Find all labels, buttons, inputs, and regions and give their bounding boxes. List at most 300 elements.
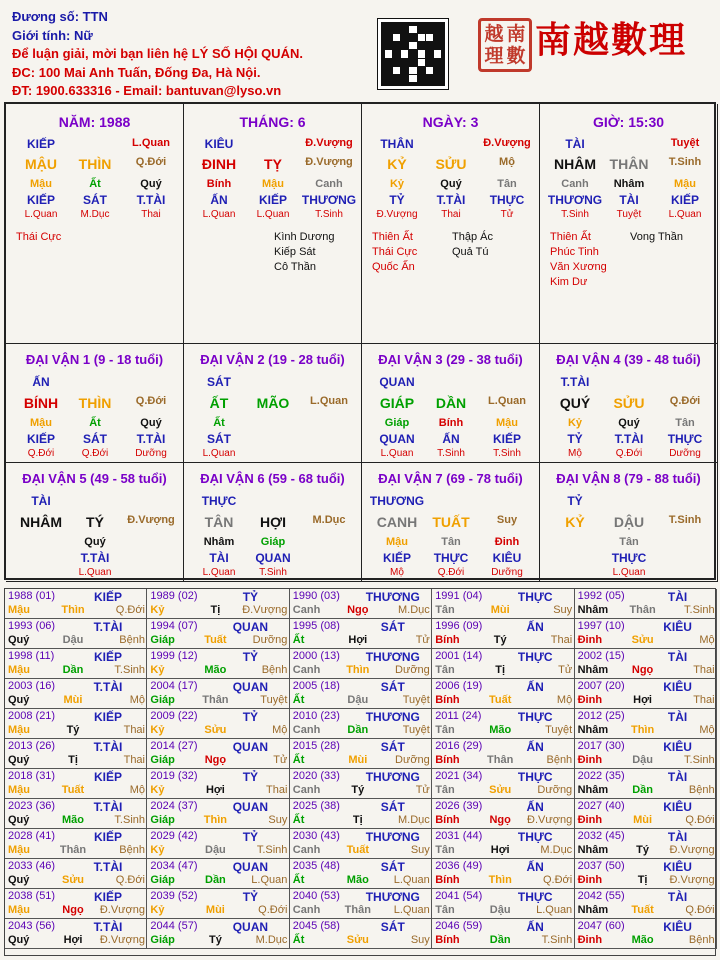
year-stage: T.Sinh (114, 664, 145, 676)
year-god: TỶ (242, 770, 259, 784)
year-cell (147, 739, 289, 769)
hidden-god: THỰC (611, 551, 647, 565)
pillar-top-god: KIẾP (26, 137, 55, 151)
year-god: T.TÀI (93, 620, 123, 634)
hidden-stage: L.Quan (256, 209, 290, 220)
pillar-stage: Mộ (499, 156, 515, 168)
year-god: QUAN (232, 620, 269, 634)
hidden-stage: Thai (141, 209, 161, 220)
year-god: SÁT (380, 920, 405, 934)
year-stage: L.Quan (393, 904, 430, 916)
year-branch: Dậu (62, 634, 84, 646)
dai-van-god: THỰC (201, 494, 237, 508)
year-cell (290, 589, 432, 619)
dai-van-cell (6, 344, 184, 463)
pillar-cell (184, 104, 362, 344)
heavenly-stem: QUÝ (559, 395, 591, 411)
year-branch: Ngọ (204, 754, 227, 766)
year-god: KIÊU (663, 860, 692, 874)
year-god: KIẾP (93, 590, 122, 604)
hidden-stem: Tân (441, 536, 461, 548)
hidden-stem: Giáp (260, 536, 286, 548)
year-stem: Tân (435, 664, 455, 676)
year-cell (432, 589, 574, 619)
year-stage: Suy (410, 934, 430, 946)
year-cell (290, 799, 432, 829)
year-stage: Mộ (272, 724, 288, 736)
hidden-god: SÁT (83, 193, 107, 207)
year-label: 2019 (32) (150, 770, 198, 782)
dai-van-stage: Q.Đới (135, 395, 167, 407)
dai-van-cell (540, 344, 718, 463)
earthly-branch: HỢI (260, 514, 286, 530)
year-stage: Q.Đới (115, 874, 145, 886)
year-label: 1995 (08) (292, 620, 340, 632)
year-stage: Q.Đới (685, 904, 715, 916)
year-god: KIÊU (663, 800, 692, 814)
year-stage: Thai (693, 664, 715, 676)
hidden-stage: T.Sinh (493, 448, 521, 459)
year-stem: Kỷ (150, 844, 165, 856)
dai-van-cell (6, 463, 184, 582)
year-label: 2008 (21) (8, 710, 56, 722)
star-good: Thái Cực (16, 231, 62, 243)
hidden-god: QUAN (255, 551, 291, 565)
year-stage: Tử (558, 664, 573, 676)
year-god: THƯƠNG (365, 590, 420, 604)
year-god: TÀI (667, 830, 688, 844)
year-branch: Thân (487, 754, 514, 766)
year-cell (432, 739, 574, 769)
hidden-stage: Mộ (568, 448, 582, 459)
year-cell (5, 649, 147, 679)
year-branch: Ngọ (489, 814, 511, 826)
year-label: 1990 (03) (292, 590, 340, 602)
heavenly-stem: TÂN (204, 514, 234, 530)
hidden-god: TÀI (209, 551, 229, 565)
year-cell (147, 649, 289, 679)
hidden-stem: Tân (497, 178, 517, 190)
star-bad: Thập Ác (452, 231, 493, 243)
heavenly-stem: KỶ (387, 156, 407, 172)
hidden-stem: Canh (315, 178, 343, 190)
year-branch: Tý (636, 844, 650, 856)
year-stage: Tử (273, 754, 288, 766)
seal-char: 越 (484, 23, 504, 45)
hidden-stem: Kỷ (389, 178, 405, 190)
year-god: SÁT (380, 860, 405, 874)
hidden-stem: Ất (89, 417, 101, 429)
hidden-god: QUAN (379, 432, 415, 446)
year-stage: Đ.Vượng (527, 814, 573, 826)
earthly-branch: THÌN (78, 395, 112, 411)
year-label: 2032 (45) (577, 830, 625, 842)
year-cell (290, 769, 432, 799)
heavenly-stem: GIÁP (379, 395, 415, 411)
year-god: T.TÀI (93, 680, 123, 694)
hidden-god: TỶ (389, 193, 405, 207)
year-god: ẤN (526, 620, 544, 634)
year-branch: Dần (632, 784, 653, 796)
year-stage: T.Sinh (256, 844, 288, 856)
dai-van-title: ĐẠI VẬN 1 (9 - 18 tuổi) (25, 352, 164, 367)
year-label: 2002 (15) (577, 650, 625, 662)
dai-van-cell (184, 463, 362, 582)
year-stage: Tuyệt (402, 724, 430, 736)
year-label: 2021 (34) (435, 770, 483, 782)
year-branch: Dậu (347, 694, 369, 706)
year-stage: Tuyệt (402, 694, 430, 706)
year-cell (575, 739, 717, 769)
year-stage: T.Sinh (114, 814, 145, 826)
year-label: 2041 (54) (435, 890, 483, 902)
year-branch: Tuất (631, 904, 654, 916)
hidden-stem: Canh (561, 178, 589, 190)
hidden-god: T.TÀI (136, 193, 166, 207)
pillar-cell (540, 104, 718, 344)
year-branch: Dậu (489, 904, 511, 916)
year-god: THỰC (517, 710, 553, 724)
year-god: ẤN (526, 740, 544, 754)
pillar-cell (6, 104, 184, 344)
hidden-god: KIẾP (26, 193, 55, 207)
hidden-stage: Q.Đới (81, 448, 109, 459)
header-line: ĐC: 100 Mai Anh Tuấn, Đống Đa, Hà Nội. (12, 64, 261, 80)
year-god: KIẾP (93, 890, 122, 904)
year-cell (147, 829, 289, 859)
dai-van-title: ĐẠI VẬN 7 (69 - 78 tuổi) (378, 471, 523, 486)
year-stem: Quý (8, 634, 30, 646)
star-good: Quốc Ấn (372, 261, 415, 273)
year-god: THƯƠNG (365, 890, 420, 904)
year-branch: Sửu (631, 634, 654, 646)
hidden-stage: T.Sinh (259, 567, 287, 578)
dai-van-god: TỶ (567, 494, 583, 508)
year-stage: Thai (265, 784, 288, 796)
year-god: THỰC (517, 650, 553, 664)
year-cell (575, 589, 717, 619)
year-stem: Kỷ (150, 904, 165, 916)
year-stem: Ất (292, 814, 305, 826)
dai-van-god: ẤN (32, 375, 50, 389)
hidden-stage: M.Dục (80, 209, 110, 220)
year-stem: Đinh (577, 754, 603, 766)
header-line: Để luận giải, mời bạn liên hệ LÝ SỐ HỘI QUÁN. (12, 46, 303, 61)
hidden-stem: Mậu (30, 417, 52, 429)
year-branch: Thân (629, 604, 656, 616)
hidden-stem: Tân (619, 536, 639, 548)
star-bad: Kình Dương (274, 231, 335, 243)
pillar-stage: Đ.Vượng (305, 156, 353, 168)
year-label: 2026 (39) (435, 800, 483, 812)
hidden-god: KIẾP (670, 193, 699, 207)
year-branch: Hợi (63, 934, 83, 946)
year-stem: Giáp (150, 814, 175, 826)
year-stage: Đ.Vượng (669, 874, 715, 886)
year-branch: Tị (210, 604, 221, 616)
earthly-branch: MÃO (256, 395, 290, 411)
year-stem: Kỷ (150, 604, 165, 616)
year-god: TỶ (242, 710, 259, 724)
year-cell (5, 739, 147, 769)
earthly-branch: THÌN (78, 156, 112, 172)
dai-van-stage: L.Quan (310, 395, 348, 407)
header-line: ĐT: 1900.633316 - Email: bantuvan@lyso.vn (12, 83, 282, 98)
year-stage: Tuyệt (545, 724, 573, 736)
year-cell (432, 829, 574, 859)
dai-van-stage: L.Quan (488, 395, 526, 407)
year-stage: Mộ (129, 694, 145, 706)
hidden-stage: Q.Đới (615, 448, 643, 459)
year-label: 2017 (30) (577, 740, 625, 752)
year-stem: Ất (292, 874, 305, 886)
hidden-god: SÁT (207, 432, 231, 446)
hidden-stem: Quý (140, 178, 162, 190)
year-branch: Ngọ (62, 904, 84, 916)
year-stem: Ất (292, 754, 305, 766)
year-stem: Mậu (8, 604, 30, 616)
year-stage: T.Sinh (541, 934, 573, 946)
year-label: 1998 (11) (8, 650, 55, 662)
year-cell (147, 619, 289, 649)
hidden-stage: Tuyệt (616, 209, 642, 220)
year-branch: Mùi (490, 604, 510, 616)
hidden-god: T.TÀI (614, 432, 644, 446)
earthly-branch: DẦN (435, 395, 467, 411)
year-cell (432, 799, 574, 829)
qr-code-icon (378, 19, 448, 89)
hidden-god: T.TÀI (136, 432, 166, 446)
year-cell (432, 859, 574, 889)
year-god: THƯƠNG (365, 650, 420, 664)
year-label: 2013 (26) (8, 740, 56, 752)
year-cell (575, 799, 717, 829)
year-cell (290, 889, 432, 919)
year-stage: Mộ (699, 724, 715, 736)
year-stage: L.Quan (536, 904, 573, 916)
year-branch: Tị (637, 874, 648, 886)
year-label: 2037 (50) (577, 860, 625, 872)
hidden-stem: Ất (89, 178, 101, 190)
year-stem: Mậu (8, 664, 30, 676)
year-branch: Hợi (348, 634, 368, 646)
dai-van-god: THƯƠNG (369, 494, 425, 508)
year-cell (147, 589, 289, 619)
year-label: 2000 (13) (292, 650, 340, 662)
dai-van-title: ĐẠI VẬN 8 (79 - 88 tuổi) (556, 471, 701, 486)
pillar-top-god: TÀI (565, 137, 585, 151)
hidden-stem: Ất (213, 417, 225, 429)
year-god: ẤN (526, 680, 544, 694)
hidden-stage: L.Quan (202, 448, 236, 459)
year-god: KIÊU (663, 680, 692, 694)
year-stem: Bính (435, 634, 460, 646)
star-bad: Vong Thần (630, 231, 684, 243)
hidden-god: THỰC (489, 193, 525, 207)
year-stem: Canh (292, 904, 321, 916)
year-stage: Q.Đới (542, 874, 573, 886)
year-god: ẤN (526, 860, 544, 874)
year-cell (147, 859, 289, 889)
heavenly-stem: KỶ (565, 514, 585, 530)
year-stem: Canh (292, 724, 321, 736)
hidden-god: T.TÀI (80, 551, 110, 565)
year-god: TÀI (667, 890, 688, 904)
year-stem: Mậu (8, 724, 30, 736)
year-stage: Mộ (699, 634, 715, 646)
year-cell (290, 649, 432, 679)
year-stage: Tử (415, 784, 430, 796)
header-line: Đương số: TTN (12, 9, 108, 24)
year-god: QUAN (232, 860, 269, 874)
year-stem: Nhâm (577, 724, 609, 736)
hidden-god: SÁT (83, 432, 107, 446)
year-stem: Nhâm (577, 664, 609, 676)
header (0, 0, 720, 100)
hidden-stage: Thai (441, 209, 461, 220)
star-bad: Quả Tú (452, 246, 489, 258)
year-god: TÀI (667, 650, 688, 664)
hidden-stage: Dưỡng (491, 567, 523, 578)
hidden-god: THƯƠNG (301, 193, 357, 207)
heavenly-stem: ĐINH (201, 156, 237, 172)
heavenly-stem: BÍNH (23, 395, 59, 411)
year-cell (290, 619, 432, 649)
year-branch: Mão (489, 724, 512, 736)
year-stage: M.Dục (398, 604, 430, 616)
year-cell (5, 589, 147, 619)
year-stage: Thai (123, 724, 145, 736)
year-god: T.TÀI (93, 860, 123, 874)
pillar-top-god: THÂN (380, 137, 414, 151)
heavenly-stem: MẬU (25, 156, 57, 172)
year-label: 2033 (46) (8, 860, 56, 872)
year-cell (290, 679, 432, 709)
year-stem: Quý (8, 934, 30, 946)
pillar-title: THÁNG: 6 (239, 114, 306, 130)
year-god: SÁT (380, 680, 405, 694)
hidden-stage: Đ.Vượng (376, 209, 418, 220)
hidden-stem: Mậu (30, 178, 52, 190)
year-god: QUAN (232, 920, 269, 934)
dai-van-god: QUAN (379, 375, 415, 389)
year-label: 2023 (36) (8, 800, 56, 812)
year-stem: Canh (292, 844, 321, 856)
year-stage: Mộ (556, 694, 573, 706)
year-label: 2012 (25) (577, 710, 625, 722)
year-stem: Nhâm (577, 604, 609, 616)
dai-van-stage: Q.Đới (669, 395, 701, 407)
hidden-stage: Dưỡng (669, 448, 701, 459)
year-god: SÁT (380, 620, 405, 634)
hidden-stem: Kỷ (567, 417, 583, 429)
hidden-stage: Tử (500, 209, 514, 220)
earthly-branch: THÂN (609, 156, 649, 172)
year-god: THỰC (517, 890, 553, 904)
year-stage: Suy (268, 814, 288, 826)
year-branch: Tị (495, 664, 506, 676)
year-cell (432, 919, 574, 949)
star-good: Văn Xương (550, 261, 607, 273)
pillar-top-stage: Tuyệt (670, 137, 700, 149)
year-label: 2047 (60) (577, 920, 625, 932)
year-god: TỶ (242, 830, 259, 844)
year-god: SÁT (380, 740, 405, 754)
year-god: QUAN (232, 740, 269, 754)
year-god: T.TÀI (93, 920, 123, 934)
year-label: 2005 (18) (292, 680, 340, 692)
year-stage: Đ.Vượng (242, 604, 288, 616)
year-cell (575, 649, 717, 679)
year-stage: Đ.Vượng (669, 844, 715, 856)
hidden-god: KIẾP (492, 432, 521, 446)
year-branch: Sửu (61, 874, 85, 886)
hidden-stem: Quý (140, 417, 162, 429)
year-label: 2029 (42) (150, 830, 198, 842)
year-label: 2043 (56) (8, 920, 56, 932)
year-stage: M.Dục (255, 934, 288, 946)
star-good: Kim Dư (550, 276, 588, 288)
year-cell (432, 709, 574, 739)
dai-van-god: T.TÀI (560, 375, 590, 389)
year-label: 2018 (31) (8, 770, 56, 782)
hidden-stage: L.Quan (78, 567, 112, 578)
year-label: 1994 (07) (150, 620, 198, 632)
year-branch: Tuất (204, 634, 227, 646)
hidden-god: TÀI (619, 193, 639, 207)
hidden-god: KIẾP (258, 193, 287, 207)
year-stage: Bệnh (261, 664, 288, 676)
year-cell (575, 889, 717, 919)
hidden-stage: L.Quan (24, 209, 58, 220)
year-god: QUAN (232, 800, 269, 814)
year-stem: Giáp (150, 694, 175, 706)
brand-logo: 南越數理 (535, 19, 688, 61)
year-stage: Dưỡng (252, 634, 288, 646)
year-stem: Bính (435, 754, 460, 766)
year-stem: Bính (435, 934, 460, 946)
year-label: 2040 (53) (292, 890, 340, 902)
year-stage: Mộ (129, 784, 145, 796)
year-label: 1989 (02) (150, 590, 198, 602)
year-stem: Đinh (577, 934, 603, 946)
year-label: 2007 (20) (577, 680, 625, 692)
year-cell (290, 919, 432, 949)
year-stem: Nhâm (577, 904, 609, 916)
year-label: 2020 (33) (292, 770, 340, 782)
year-stage: Q.Đới (685, 814, 715, 826)
year-label: 2045 (58) (292, 920, 340, 932)
year-god: KIẾP (93, 830, 122, 844)
year-stage: Bệnh (119, 634, 145, 646)
year-cell (147, 679, 289, 709)
year-stage: Dưỡng (537, 784, 573, 796)
year-label: 1996 (09) (435, 620, 483, 632)
year-god: T.TÀI (93, 740, 123, 754)
year-branch: Dậu (632, 754, 653, 766)
year-stem: Tân (435, 604, 455, 616)
year-stage: Đ.Vượng (99, 934, 145, 946)
year-cell (147, 889, 289, 919)
year-cell (432, 889, 574, 919)
year-label: 2035 (48) (292, 860, 340, 872)
hidden-god: TỶ (567, 432, 583, 446)
year-stage: M.Dục (398, 814, 430, 826)
year-god: KIẾP (93, 710, 122, 724)
year-stage: Bệnh (688, 934, 715, 946)
year-branch: Thìn (630, 724, 655, 736)
year-label: 2010 (23) (292, 710, 340, 722)
